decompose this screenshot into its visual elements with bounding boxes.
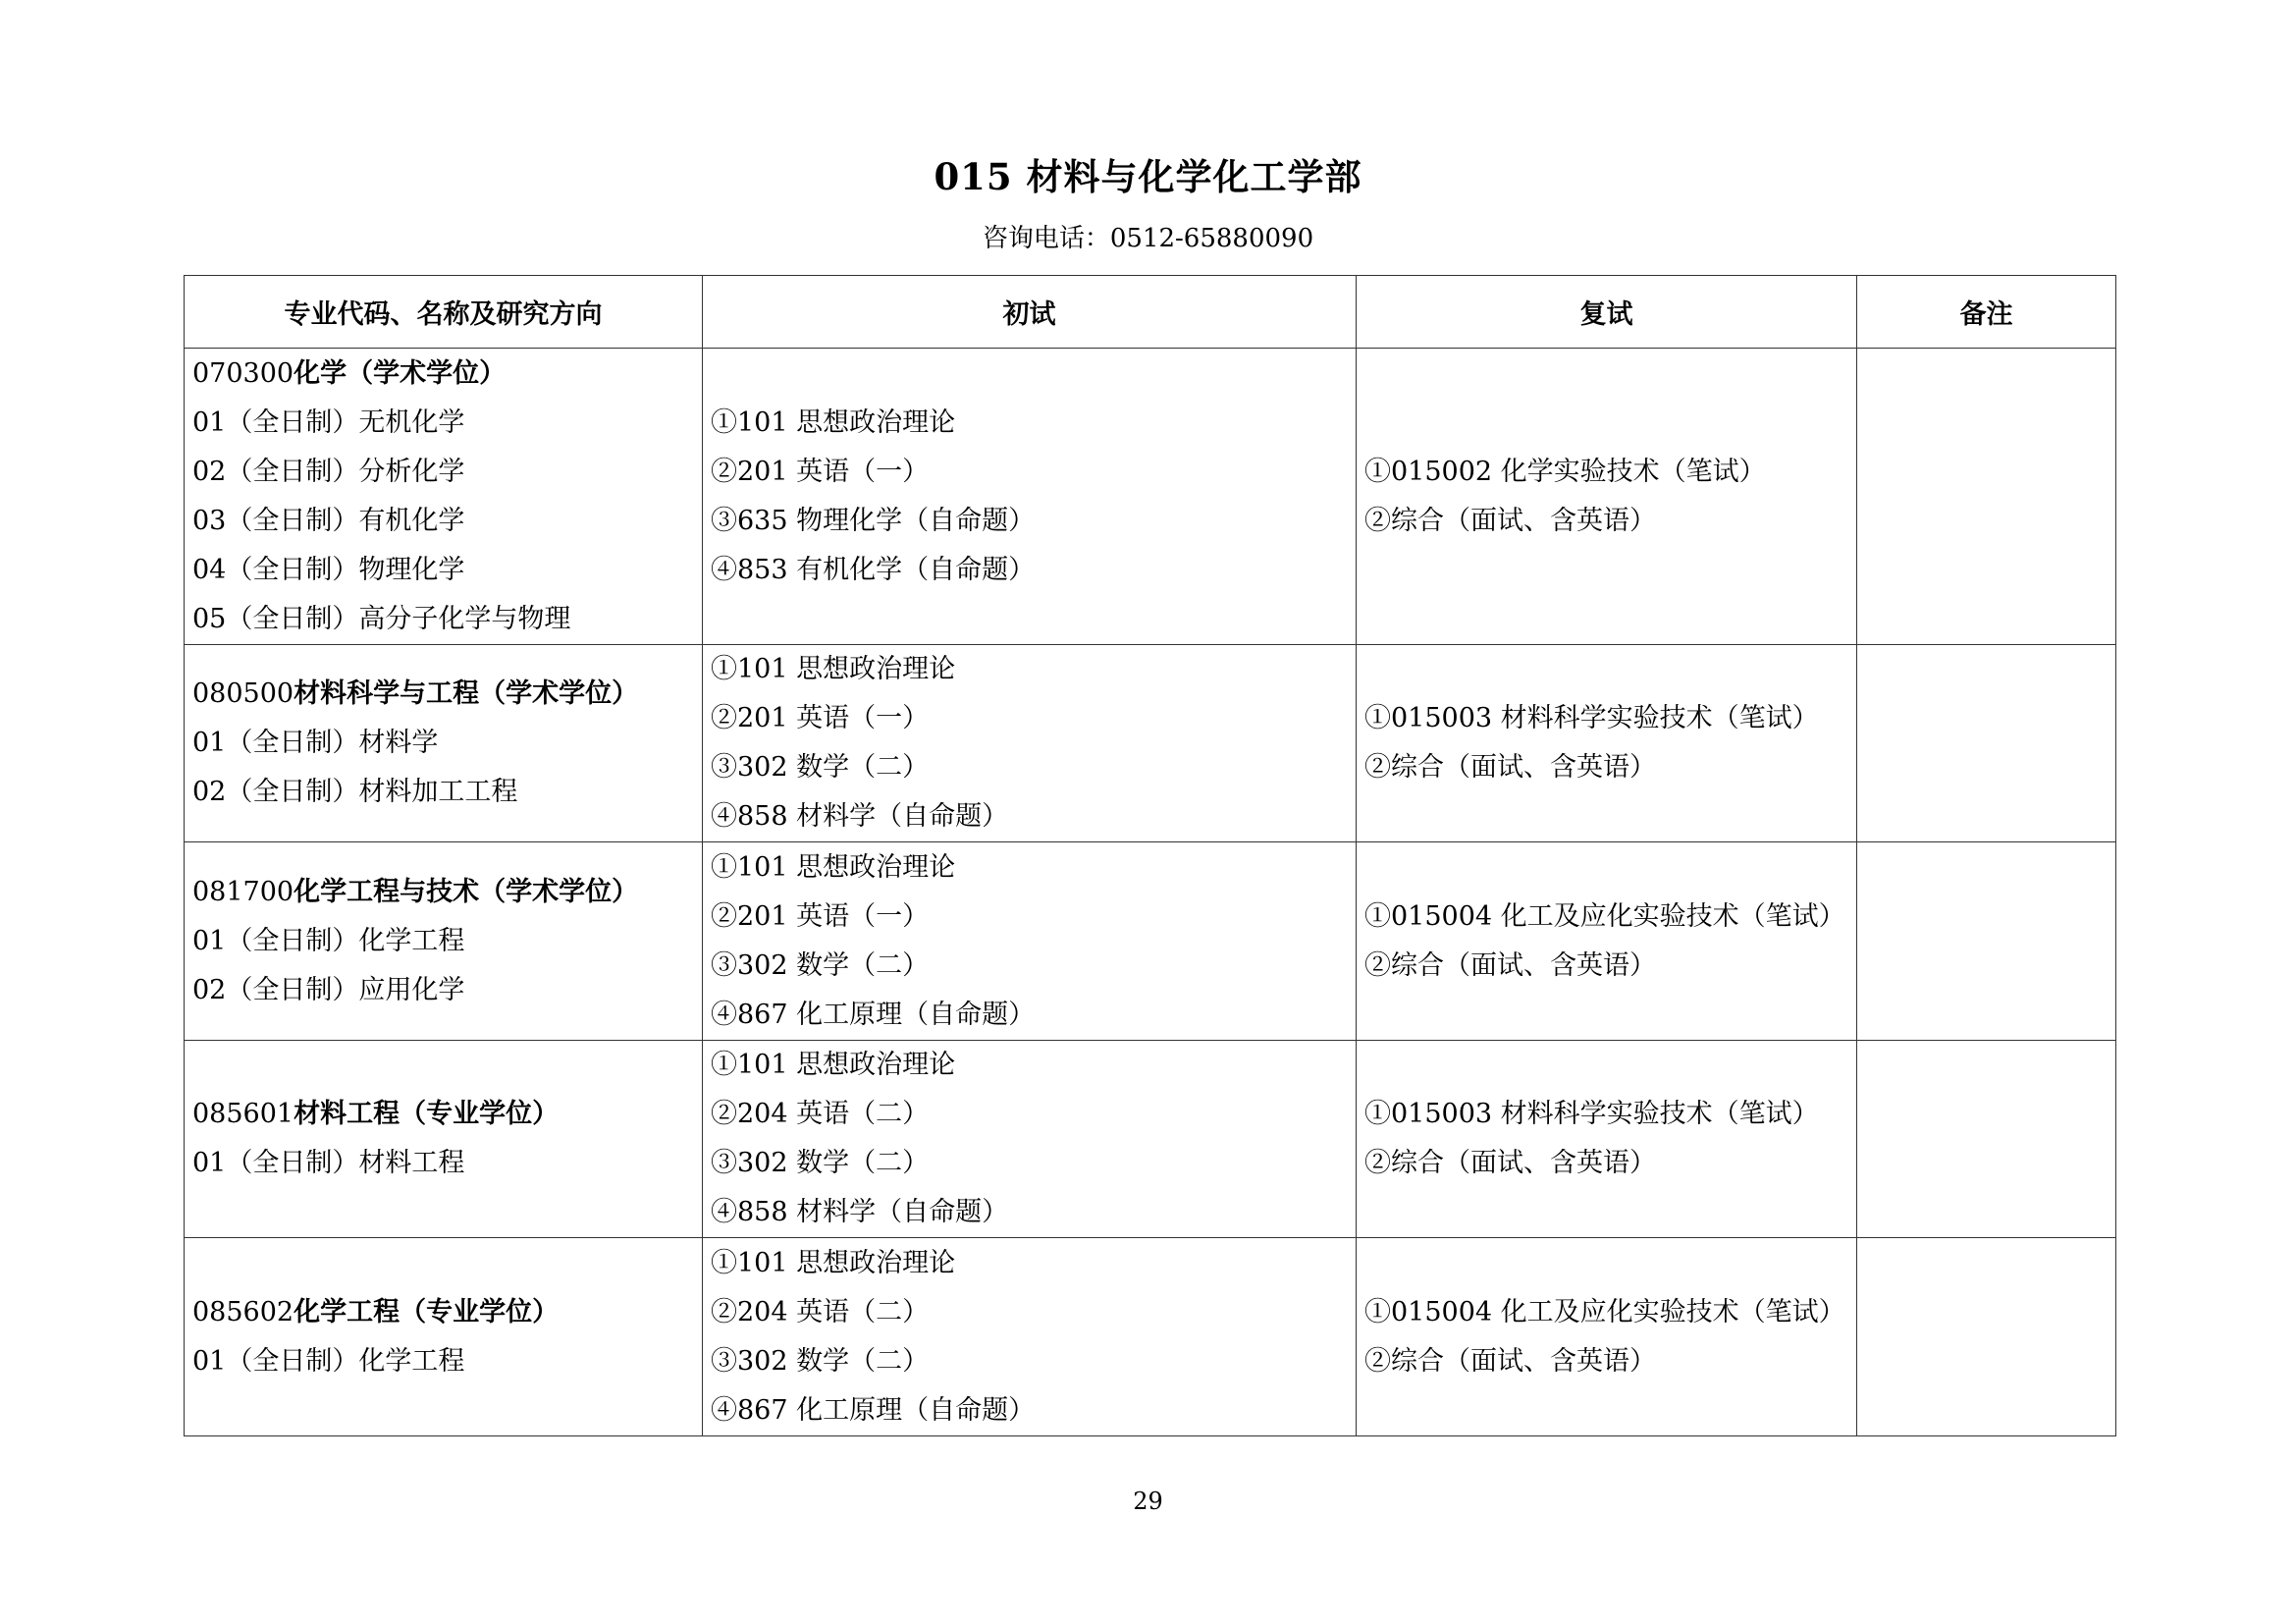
- initial-exam-subject: ②204 英语（二）: [711, 1296, 930, 1327]
- page-title: 015 材料与化学化工学部: [934, 155, 1362, 198]
- column-header-initial-exam: 初试: [703, 276, 1357, 349]
- major-name: 材料科学与工程（学术学位）: [294, 678, 639, 709]
- major-cell: [185, 1238, 703, 1436]
- retest-subject: ②综合（面试、含英语）: [1364, 1148, 1656, 1178]
- table-row: [185, 1238, 2116, 1436]
- major-cell: [185, 645, 703, 842]
- initial-exam-subject: ①101 思想政治理论: [711, 654, 956, 684]
- major-heading: [192, 868, 694, 917]
- initial-exam-subject: ④858 材料学（自命题）: [711, 1197, 1009, 1227]
- column-header-major: 专业代码、名称及研究方向: [185, 276, 703, 349]
- research-direction: 01（全日制）化学工程: [192, 1345, 465, 1377]
- major-code: 081700: [192, 876, 294, 907]
- retest-subject: ②综合（面试、含英语）: [1364, 505, 1656, 536]
- initial-exam-subject: ③302 数学（二）: [711, 949, 930, 981]
- initial-exam-subject: ④867 化工原理（自命题）: [711, 1394, 1036, 1426]
- retest-subject: ①015002 化学实验技术（笔试）: [1364, 456, 1766, 487]
- major-code: 080500: [192, 678, 294, 709]
- major-heading: [192, 1288, 694, 1337]
- initial-exam-subject: ②201 英语（一）: [711, 456, 930, 487]
- note-cell: [1857, 842, 2116, 1041]
- initial-exam-subject: ④858 材料学（自命题）: [711, 801, 1009, 832]
- research-direction: 02（全日制）应用化学: [192, 974, 465, 1005]
- page-number: 29: [1133, 1488, 1163, 1515]
- initial-exam-cell: [703, 645, 1357, 842]
- research-direction: 01（全日制）无机化学: [192, 406, 465, 438]
- major-name: 化学（学术学位）: [294, 357, 507, 389]
- retest-cell: [1357, 349, 1857, 645]
- initial-exam-subject: ②201 英语（一）: [711, 900, 930, 932]
- research-direction: 01（全日制）材料学: [192, 728, 439, 758]
- research-direction: 01（全日制）化学工程: [192, 925, 465, 956]
- research-direction: 01（全日制）材料工程: [192, 1148, 465, 1178]
- program-table: [184, 275, 2116, 1436]
- retest-cell: [1357, 1041, 1857, 1238]
- contact-phone: 咨询电话：0512-65880090: [982, 224, 1314, 253]
- initial-exam-cell: [703, 1238, 1357, 1436]
- major-heading: [192, 670, 694, 719]
- retest-subject: ①015003 材料科学实验技术（笔试）: [1364, 1099, 1819, 1129]
- initial-exam-cell: [703, 1041, 1357, 1238]
- initial-exam-subject: ③635 物理化学（自命题）: [711, 505, 1036, 536]
- note-cell: [1857, 645, 2116, 842]
- major-cell: [185, 1041, 703, 1238]
- initial-exam-cell: [703, 842, 1357, 1041]
- initial-exam-subject: ①101 思想政治理论: [711, 1247, 956, 1278]
- initial-exam-cell: [703, 349, 1357, 645]
- research-direction: 02（全日制）材料加工工程: [192, 777, 518, 807]
- major-heading: [192, 350, 694, 399]
- research-direction: 03（全日制）有机化学: [192, 505, 465, 536]
- major-name: 化学工程（专业学位）: [294, 1296, 560, 1327]
- initial-exam-subject: ③302 数学（二）: [711, 1148, 930, 1178]
- initial-exam-subject: ②204 英语（二）: [711, 1099, 930, 1129]
- retest-subject: ②综合（面试、含英语）: [1364, 949, 1656, 981]
- note-cell: [1857, 349, 2116, 645]
- major-name: 材料工程（专业学位）: [294, 1099, 560, 1129]
- column-header-retest: 复试: [1357, 276, 1857, 349]
- retest-cell: [1357, 645, 1857, 842]
- major-code: 085602: [192, 1296, 294, 1327]
- retest-cell: [1357, 842, 1857, 1041]
- research-direction: 02（全日制）分析化学: [192, 456, 465, 487]
- retest-subject: ②综合（面试、含英语）: [1364, 1345, 1656, 1377]
- column-header-note: 备注: [1857, 276, 2116, 349]
- major-cell: [185, 349, 703, 645]
- initial-exam-subject: ③302 数学（二）: [711, 752, 930, 783]
- table-body: [185, 349, 2116, 1436]
- major-code: 070300: [192, 357, 294, 389]
- retest-subject: ②综合（面试、含英语）: [1364, 752, 1656, 783]
- major-code: 085601: [192, 1099, 294, 1129]
- table-row: [185, 842, 2116, 1041]
- major-heading: [192, 1090, 694, 1139]
- major-cell: [185, 842, 703, 1041]
- retest-subject: ①015004 化工及应化实验技术（笔试）: [1364, 1296, 1845, 1327]
- note-cell: [1857, 1041, 2116, 1238]
- initial-exam-subject: ②201 英语（一）: [711, 703, 930, 733]
- initial-exam-subject: ①101 思想政治理论: [711, 851, 956, 883]
- retest-cell: [1357, 1238, 1857, 1436]
- retest-subject: ①015004 化工及应化实验技术（笔试）: [1364, 900, 1845, 932]
- note-cell: [1857, 1238, 2116, 1436]
- major-name: 化学工程与技术（学术学位）: [294, 876, 639, 907]
- initial-exam-subject: ③302 数学（二）: [711, 1345, 930, 1377]
- research-direction: 05（全日制）高分子化学与物理: [192, 603, 571, 634]
- table-row: [185, 1041, 2116, 1238]
- research-direction: 04（全日制）物理化学: [192, 554, 465, 585]
- initial-exam-subject: ①101 思想政治理论: [711, 1050, 956, 1080]
- initial-exam-subject: ④867 化工原理（自命题）: [711, 999, 1036, 1030]
- table-header-row: [185, 276, 2116, 349]
- initial-exam-subject: ④853 有机化学（自命题）: [711, 554, 1036, 585]
- retest-subject: ①015003 材料科学实验技术（笔试）: [1364, 703, 1819, 733]
- initial-exam-subject: ①101 思想政治理论: [711, 406, 956, 438]
- table-row: [185, 349, 2116, 645]
- table-row: [185, 645, 2116, 842]
